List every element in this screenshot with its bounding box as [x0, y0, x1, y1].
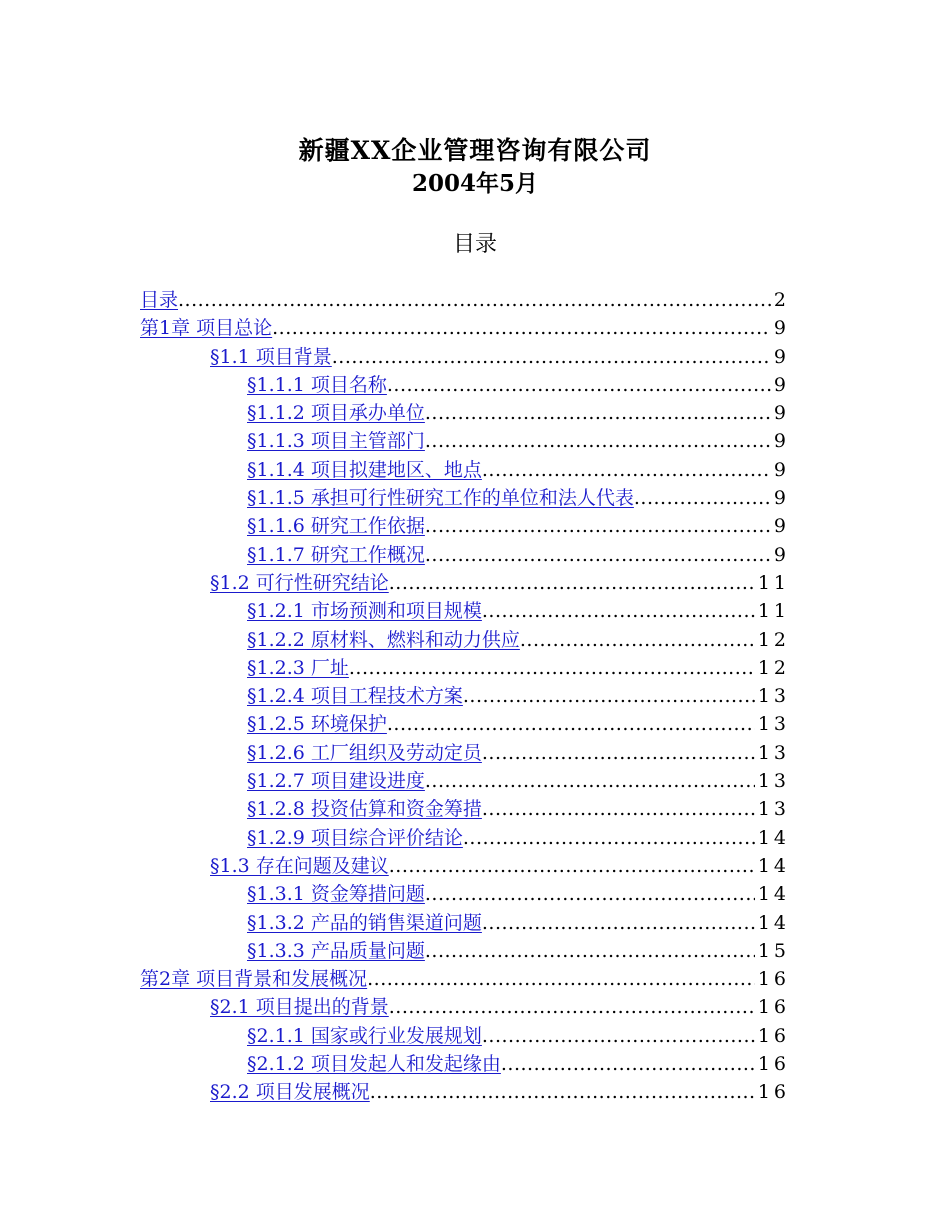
toc-entry [140, 1078, 790, 1106]
toc-entry [140, 286, 790, 314]
toc-entry-link[interactable]: §1.2.8 投资估算和资金筹措 [247, 798, 482, 821]
toc-entry-link[interactable]: §1.2.5 环境保护 [247, 713, 387, 736]
toc-entry [140, 993, 790, 1021]
toc-leader-dots [482, 739, 755, 767]
toc-entry-link[interactable]: §1.3 存在问题及建议 [210, 854, 389, 877]
toc-entry-link[interactable]: §1.1.3 项目主管部门 [247, 430, 425, 453]
toc-page-number: 11 [757, 571, 790, 594]
toc-page-number: 13 [757, 713, 790, 736]
toc-leader-dots [482, 456, 771, 484]
toc-entry-link[interactable]: §1.2.4 项目工程技术方案 [247, 685, 463, 708]
toc-entry [140, 626, 790, 654]
toc-entry [140, 852, 790, 880]
toc-entry [140, 767, 790, 795]
toc-leader-dots [520, 626, 755, 654]
toc-leader-dots [389, 852, 755, 880]
toc-page-number: 16 [757, 968, 790, 991]
toc-entry [140, 965, 790, 993]
toc-leader-dots [387, 710, 755, 738]
toc-entry-link[interactable]: §1.2.1 市场预测和项目规模 [247, 600, 482, 623]
toc-entry-link[interactable]: 第2章 项目背景和发展概况 [140, 968, 368, 991]
toc-leader-dots [349, 654, 755, 682]
toc-entry-link[interactable]: §1.2.3 厂址 [247, 656, 349, 679]
toc-entry [140, 597, 790, 625]
toc-entry [140, 343, 790, 371]
toc-entry [140, 824, 790, 852]
toc-leader-dots [178, 286, 771, 314]
toc-entry [140, 682, 790, 710]
toc-page-number: 13 [757, 741, 790, 764]
toc-leader-dots [482, 597, 755, 625]
toc-entry-link[interactable]: §2.2 项目发展概况 [210, 1081, 370, 1104]
toc-leader-dots [463, 682, 755, 710]
toc-entry-link[interactable]: §2.1.1 国家或行业发展规划 [247, 1024, 482, 1047]
toc-leader-dots [425, 880, 755, 908]
toc-leader-dots [634, 484, 771, 512]
company-name: 新疆XX企业管理咨询有限公司 [298, 136, 652, 165]
toc-leader-dots [370, 1078, 755, 1106]
toc-leader-dots [501, 1050, 755, 1078]
toc-page-number: 9 [773, 373, 790, 396]
toc-leader-dots [387, 371, 771, 399]
toc-page-number: 9 [773, 458, 790, 481]
toc-entry-link[interactable]: §1.1.5 承担可行性研究工作的单位和法人代表 [247, 487, 634, 510]
toc-entry [140, 512, 790, 540]
toc-page-number: 12 [757, 628, 790, 651]
toc-entry-link[interactable]: §1.2.9 项目综合评价结论 [247, 826, 463, 849]
toc-entry [140, 484, 790, 512]
toc-entry [140, 569, 790, 597]
toc-entry [140, 399, 790, 427]
toc-leader-dots [425, 399, 771, 427]
toc-entry-link[interactable]: §1.1.4 项目拟建地区、地点 [247, 458, 482, 481]
toc-entry [140, 739, 790, 767]
toc-page-number: 16 [757, 1053, 790, 1076]
document-date: 2004年5月 [411, 170, 539, 197]
toc-entry-link[interactable]: 第1章 项目总论 [140, 317, 273, 340]
toc-page-number: 9 [773, 543, 790, 566]
toc-page-number: 9 [773, 317, 790, 340]
toc-entry-link[interactable]: §1.2.2 原材料、燃料和动力供应 [247, 628, 520, 651]
toc-page-number: 15 [757, 939, 790, 962]
toc-entry-link[interactable]: §1.3.3 产品质量问题 [247, 939, 425, 962]
toc-entry-link[interactable]: §1.3.2 产品的销售渠道问题 [247, 911, 482, 934]
toc-entry-link[interactable]: §1.3.1 资金筹措问题 [247, 883, 425, 906]
toc-entry-link[interactable]: §1.1.7 研究工作概况 [247, 543, 425, 566]
toc-entry-link[interactable]: §2.1 项目提出的背景 [210, 996, 389, 1019]
toc-page-number: 9 [773, 345, 790, 368]
toc-entry [140, 541, 790, 569]
toc-page-number: 12 [757, 656, 790, 679]
toc-leader-dots [425, 937, 755, 965]
toc-page-number: 14 [757, 883, 790, 906]
toc-entry [140, 880, 790, 908]
toc-entry-link[interactable]: §1.1.1 项目名称 [247, 373, 387, 396]
toc-entry [140, 710, 790, 738]
toc-entry-link[interactable]: §1.1 项目背景 [210, 345, 332, 368]
toc-leader-dots [425, 767, 755, 795]
toc-entry [140, 1050, 790, 1078]
table-of-contents [140, 286, 790, 1107]
toc-leader-dots [425, 541, 771, 569]
toc-entry [140, 1022, 790, 1050]
toc-page-number: 9 [773, 402, 790, 425]
toc-leader-dots [482, 1022, 755, 1050]
toc-page-number: 14 [757, 854, 790, 877]
toc-page-number: 16 [757, 1024, 790, 1047]
toc-page-number: 9 [773, 487, 790, 510]
toc-leader-dots [389, 569, 755, 597]
toc-entry [140, 937, 790, 965]
toc-entry [140, 795, 790, 823]
toc-page-number: 14 [757, 911, 790, 934]
toc-page-number: 13 [757, 770, 790, 793]
toc-leader-dots [272, 314, 771, 342]
toc-entry-link[interactable]: §1.1.6 研究工作依据 [247, 515, 425, 538]
toc-leader-dots [425, 427, 771, 455]
toc-page-number: 16 [757, 1081, 790, 1104]
toc-title: 目录 [452, 232, 497, 257]
toc-leader-dots [389, 993, 755, 1021]
toc-entry-link[interactable]: §1.2.6 工厂组织及劳动定员 [247, 741, 482, 764]
toc-entry [140, 427, 790, 455]
toc-page-number: 16 [757, 996, 790, 1019]
toc-entry-link[interactable]: §1.2 可行性研究结论 [210, 571, 389, 594]
toc-entry [140, 371, 790, 399]
toc-page-number: 11 [757, 600, 790, 623]
toc-page-number: 9 [773, 430, 790, 453]
toc-entry [140, 654, 790, 682]
toc-leader-dots [482, 909, 755, 937]
toc-entry [140, 909, 790, 937]
toc-page-number: 13 [757, 798, 790, 821]
toc-entry [140, 314, 790, 342]
toc-entry-link[interactable]: §2.1.2 项目发起人和发起缘由 [247, 1053, 501, 1076]
toc-leader-dots [463, 824, 755, 852]
toc-leader-dots [332, 343, 771, 371]
toc-page-number: 2 [773, 289, 790, 311]
toc-entry-link[interactable]: §1.2.7 项目建设进度 [247, 770, 425, 793]
toc-entry-link[interactable]: 目录 [140, 289, 179, 311]
toc-page-number: 13 [757, 685, 790, 708]
toc-entry [140, 456, 790, 484]
toc-page-number: 14 [757, 826, 790, 849]
toc-leader-dots [367, 965, 755, 993]
toc-leader-dots [482, 795, 755, 823]
toc-page-number: 9 [773, 515, 790, 538]
toc-entry-link[interactable]: §1.1.2 项目承办单位 [247, 402, 425, 425]
toc-leader-dots [425, 512, 771, 540]
